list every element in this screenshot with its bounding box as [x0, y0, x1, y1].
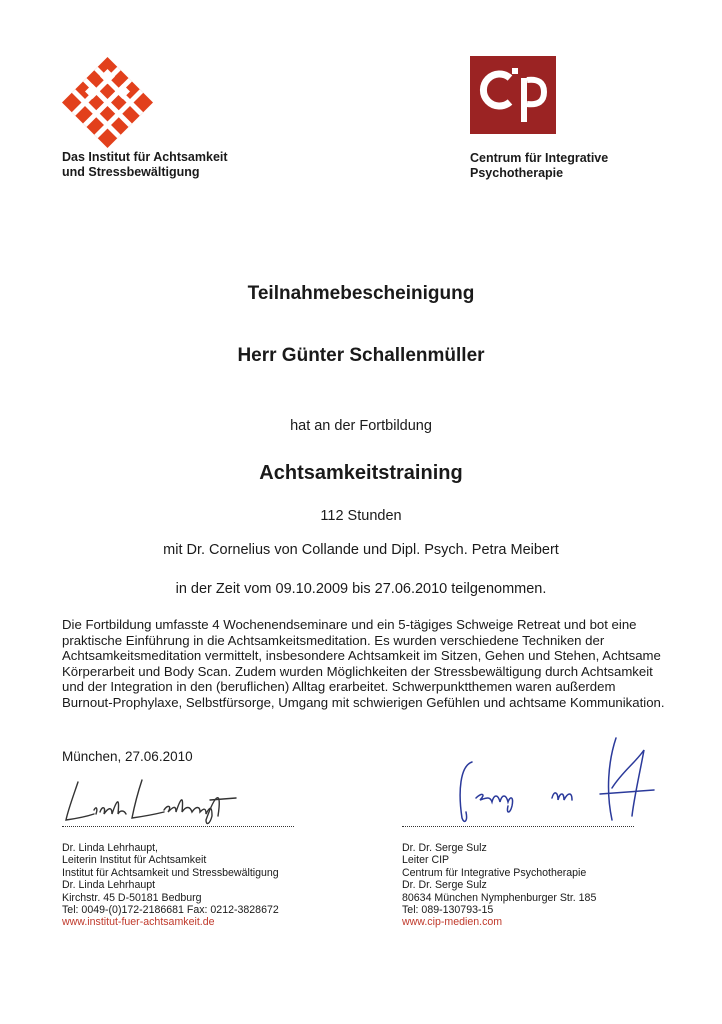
place-date: München, 27.06.2010 — [62, 749, 193, 764]
institute-name-right: Centrum für Integrative Psychotherapie — [470, 151, 609, 180]
signature-line-left — [62, 826, 294, 827]
course-teachers: mit Dr. Cornelius von Collande und Dipl. Psych. Petra Meibert — [163, 542, 559, 558]
signature-left — [60, 772, 240, 830]
course-hours: 112 Stunden — [320, 508, 402, 524]
signatory-left-line: Tel: 0049-(0)172-2186681 Fax: 0212-3828672 — [62, 904, 279, 917]
signatory-left — [62, 842, 279, 929]
signatory-right-line: Tel: 089-130793-15 — [402, 904, 494, 917]
certificate-title: Teilnahmebescheinigung — [247, 283, 475, 304]
signatory-left-line: Leiterin Institut für Achtsamkeit — [62, 854, 207, 867]
signatory-right-line: Leiter CIP — [402, 854, 450, 867]
website-link-right[interactable]: www.cip-medien.com — [402, 916, 503, 929]
course-title: Achtsamkeitstraining — [259, 462, 463, 484]
signature-line-right — [402, 826, 634, 827]
signatory-right — [402, 842, 596, 929]
signatory-right-line: Dr. Dr. Serge Sulz — [402, 842, 487, 854]
website-link-left[interactable]: www.institut-fuer-achtsamkeit.de — [62, 916, 215, 929]
course-period: in der Zeit vom 09.10.2009 bis 27.06.2010 teilgenommen. — [175, 581, 547, 597]
signatory-left-line: Dr. Linda Lehrhaupt, — [62, 842, 159, 854]
signatory-right-line: 80634 München Nymphenburger Str. 185 — [402, 891, 597, 904]
institute-name-left: Das Institut für Achtsamkeit und Stressbewältigung — [62, 150, 228, 179]
recipient-name: Herr Günter Schallenmüller — [237, 345, 485, 366]
cip-logo — [470, 56, 556, 134]
course-description: Die Fortbildung umfasste 4 Wochenendseminare und ein 5-tägiges Schweige Retreat und bot eine praktische Einführung in die Achtsamkeitsmeditation. Es wurden verschiedene Techniken der Achtsamkeitsmeditation vermittelt, insbesondere Achtsamkeit im Sitzen, Gehen und Stehen, Achtsame Körperarbeit und Body Scan. Zudem wurden Möglichkeiten der Stressbewältigung durch Achtsamkeit und der Integration in den (beruflichen) Alltag erarbeitet. Schwerpunktthemen waren außerdem Burnout-Prophylaxe, Selbstfürsorge, Umgang mit schwierigen Gefühlen und achtsame Kommunikation. — [62, 617, 665, 710]
signature-right — [450, 732, 660, 827]
signatory-left-line: Institut für Achtsamkeit und Stressbewältigung — [62, 866, 279, 879]
institute-logo-left — [60, 55, 155, 150]
signatory-left-line: Kirchstr. 45 D-50181 Bedburg — [62, 891, 202, 904]
intro-text: hat an der Fortbildung — [290, 418, 432, 434]
cip-logo-icon — [470, 56, 556, 134]
signatory-right-line: Dr. Dr. Serge Sulz — [402, 879, 487, 892]
signatory-right-line: Centrum für Integrative Psychotherapie — [402, 866, 587, 879]
signatory-left-line: Dr. Linda Lehrhaupt — [62, 879, 156, 892]
diamond-logo-icon — [60, 55, 155, 150]
